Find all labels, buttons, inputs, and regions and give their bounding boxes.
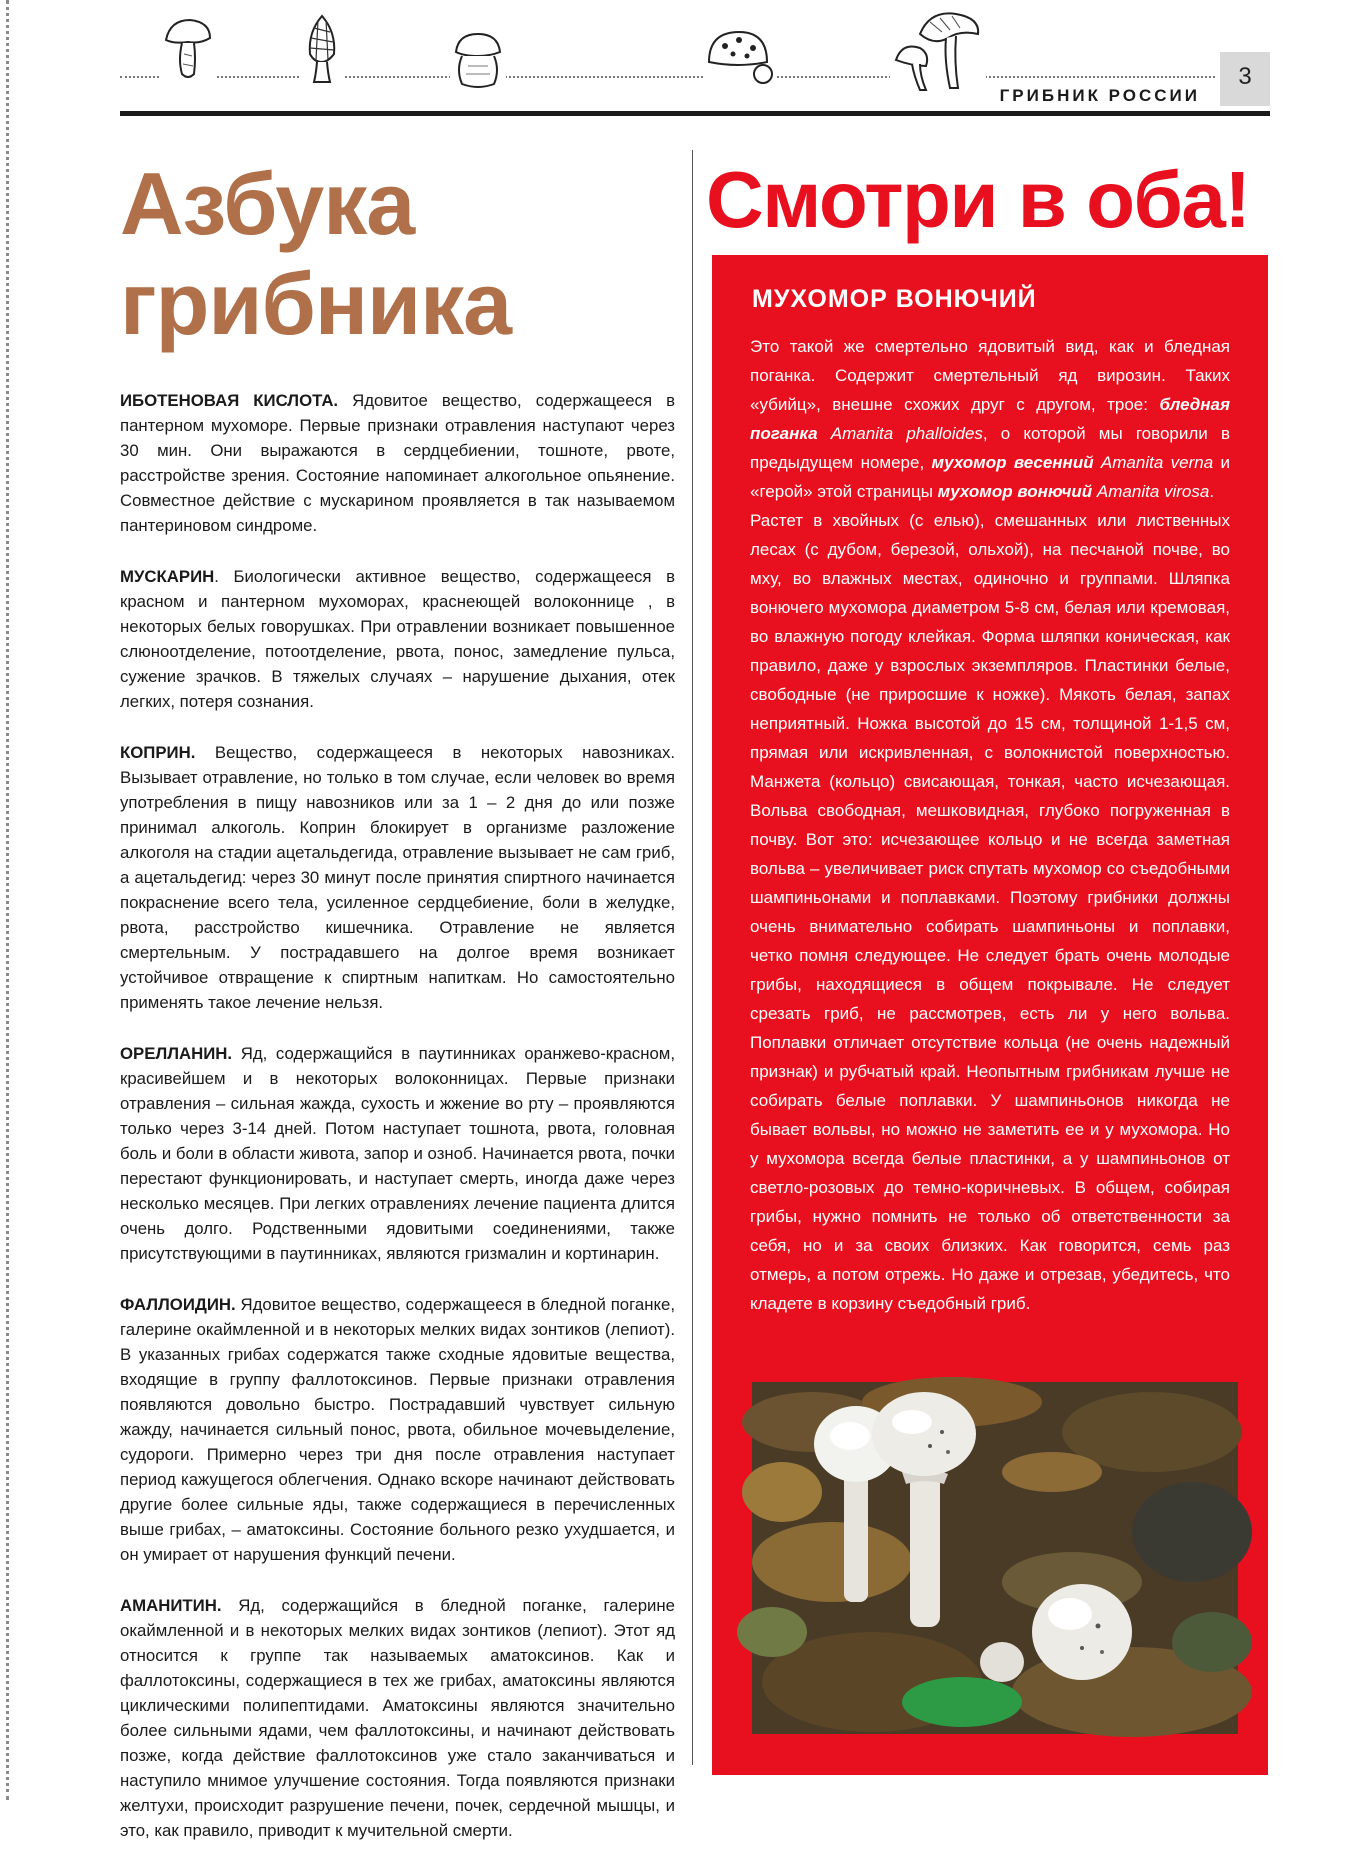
glossary-entry-amanitin [120, 1593, 675, 1843]
entry-text: Вещество, содержащееся в некоторых навозниках. Вызывает отравление, но только в том случае, если человек во время употребления в пищу навозников или за 1 – 2 дня до или позже принимал алкоголь. Коприн блокирует в организме разложение алкоголя на стадии ацетальдегида, отравление вызывает не сам гриб, а ацетальдегид: через 30 минут после принятия спиртного начинается покраснение всего тела, усиленное сердцебиение, боли в желудке, рвота, расстройство кишечника. Отравление не является смертельным. У пострадавшего на долгое время возникает устойчивое отвращение к спиртным напиткам. Но самостоятельно применять такое лечение нельзя. [120, 743, 675, 1012]
glossary-entry-coprine [120, 740, 675, 1015]
sidebar-heading: МУХОМОР ВОНЮЧИЙ [752, 285, 1037, 313]
latin-name: Amanita virosa [1092, 482, 1210, 501]
header-dotted-line [120, 76, 1215, 78]
page-header [120, 0, 1270, 120]
left-column [120, 150, 675, 1869]
entry-term: КОПРИН. [120, 743, 196, 762]
header-rule [120, 111, 1270, 116]
glossary-entry-ibotenic-acid [120, 388, 675, 538]
glossary-entry-phalloidin [120, 1292, 675, 1567]
text-run: , о которой мы говорили в предыдущем номере, [750, 424, 1230, 472]
porcini-icon [450, 30, 506, 90]
latin-name: Amanita verna [1093, 453, 1214, 472]
entry-text: Яд, содержащийся в паутинниках оранжево-красном, красивейшем и в некоторых волоконницах. Первые признаки отравления – сильная жажда, сухость и жжение во рту – проявляются только через 3-14 дней. Потом наступает тошнота, рвота, головная боль и боли в области живота, запор и озноб. Начинается рвота, почки перестают функционировать, и наступает смерть, иногда даже через несколько месяцев. При легких отравлениях лечение пациента длится очень долго. Родственными ядовитыми соединениями, также присутствующими в паутинниках, являются гризмалин и кортинарин. [120, 1044, 675, 1263]
page-edge-dotted-line [6, 0, 9, 1800]
text-run: и «герой» этой страницы [750, 453, 1230, 501]
sidebar-paragraph-1 [750, 332, 1230, 506]
masthead-name: ГРИБНИК РОССИИ [999, 86, 1200, 105]
entry-term: ОРЕЛЛАНИН. [120, 1044, 233, 1063]
species-name: бледная поганка [750, 395, 1230, 443]
entry-text: Яд, содержащийся в бледной поганке, галерине окаймленной и в некоторых мелких видах зонтиков (лепиот). Этот яд относится к группе так называемых аматоксинов. Как и фаллотоксины, содержащиеся в тех же грибах, аматоксины являются циклическими полипептидами. Аматоксины являются значительно более сильными ядами, чем фаллотоксины, и начинают действовать позже, когда действие фаллотоксинов уже стало заканчиваться и наступило мнимое улучшение состояния. Тогда появляются признаки желтухи, происходит разрушение печени, почек, сердечной мышцы, и это, как правило, приводит к мучительной смерти. [120, 1596, 675, 1840]
sidebar-text [750, 332, 1230, 1318]
page-number: 3 [1220, 52, 1270, 106]
entry-text: Ядовитое вещество, содержащееся в пантерном мухоморе. Первые признаки отравления наступают через 30 мин. Они выражаются в сердцебиении, тошноте, рвоте, расстройстве зрения. Состояние напоминает алкогольное опьянение. Совместное действие с мускарином проявляется в так называемом пантериновом синдроме. [120, 391, 675, 535]
latin-name: Amanita phalloides [817, 424, 983, 443]
fly-agaric-icon [705, 26, 777, 88]
mushroom-photo [752, 1382, 1238, 1734]
entry-term: АМАНИТИН. [120, 1596, 222, 1615]
species-name: мухомор весенний [931, 453, 1094, 472]
sidebar-paragraph-2: Растет в хвойных (с елью), смешанных или лиственных лесах (с дубом, березой, ольхой), на песчаной почве, во мху, во влажных местах, одиночно и группами. Шляпка вонючего мухомора диаметром 5-8 см, белая или кремовая, во влажную погоду клейкая. Форма шляпки коническая, как правило, даже у взрослых экземпляров. Пластинки белые, свободные (не приросшие к ножке). Мякоть белая, запах неприятный. Ножка высотой до 15 см, толщиной 1-1,5 см, прямая или искривленная, с волокнистой поверхностью. Манжета (кольцо) свисающая, тонкая, часто исчезающая. Вольва свободная, мешковидная, глубоко погруженная в почву. Вот это: исчезающее кольцо и не всегда заметная вольва – увеличивает риск спутать мухомор со съедобными шампиньонами и поплавками. Поэтому грибники должны очень внимательно собирать шампиньоны и поплавки, четко помня следующее. Не следует брать очень молодые грибы, находящиеся в общем покрывале. Не следует срезать гриб, не рассмотрев, есть ли у него вольва. Поплавки отличает отсутствие кольца (не очень надежный признак) и рубчатый край. Неопытным грибникам лучше не собирать белые поплавки. У шампиньонов никогда не бывает вольвы, но можно не заметить ее и у мухомора. Но у мухомора всегда белые пластинки, а у шампиньонов от светло-розовых до темно-коричневых. В общем, собирая грибы, нужно помнить не только об ответственности за себя, но и за своих близких. Как говорится, семь раз отмерь, а потом отрежь. Но даже и отрезав, убедитесь, что кладете в корзину съедобный гриб. [750, 511, 1230, 1313]
glossary-entry-muscarine [120, 564, 675, 714]
text-run: . [1209, 482, 1215, 501]
glossary-entry-orellanine [120, 1041, 675, 1266]
entry-text: . Биологически активное вещество, содержащееся в красном и пантерном мухоморах, краснеющей волоконнице , в некоторых белых говорушках. При отравлении возникает повышенное слюноотделение, потоотделение, рвота, понос, замедление пульса, сужение зрачков. В тяжелых случаях – нарушение дыхания, отек легких, потеря сознания. [120, 567, 675, 711]
entry-term: ФАЛЛОИДИН. [120, 1295, 236, 1314]
text-run: Это такой же смертельно ядовитый вид, как и бледная поганка. Содержит смертельный яд вирозин. Таких «убийц», внешне схожих друг с другом, трое: [750, 337, 1230, 414]
left-title-line-2: грибника [120, 254, 512, 353]
morel-icon [300, 14, 344, 86]
right-title: Смотри в оба! [706, 155, 1250, 244]
column-divider [692, 150, 693, 1765]
sidebar-red-box [712, 255, 1268, 1775]
left-title-line-1: Азбука [120, 154, 415, 253]
chanterelle-icon [890, 4, 986, 96]
boletus-icon [160, 14, 216, 82]
entry-term: МУСКАРИН [120, 567, 215, 586]
species-name: мухомор вонючий [937, 482, 1093, 501]
glossary-entries [120, 388, 675, 1843]
entry-term: ИБОТЕНОВАЯ КИСЛОТА. [120, 391, 339, 410]
entry-text: Ядовитое вещество, содержащееся в бледной поганке, галерине окаймленной и в некоторых мелких видах зонтиков (лепиот). В указанных грибах содержатся также сходные ядовитые вещества, входящие в группу фаллотоксинов. Первые признаки отравления появляются довольно быстро. Пострадавший чувствует сильную жажду, начинается сильный понос, рвота, обильное мочевыделение, судороги. Примерно через три дня после отравления наступает период кажущегося облегчения. Однако вскоре начинают действовать другие более сильные яды, также содержащиеся в перечисленных выше грибах, – аматоксины. Состояние больного резко ухудшается, и он умирает от нарушения функций печени. [120, 1295, 675, 1564]
left-title [120, 154, 675, 354]
